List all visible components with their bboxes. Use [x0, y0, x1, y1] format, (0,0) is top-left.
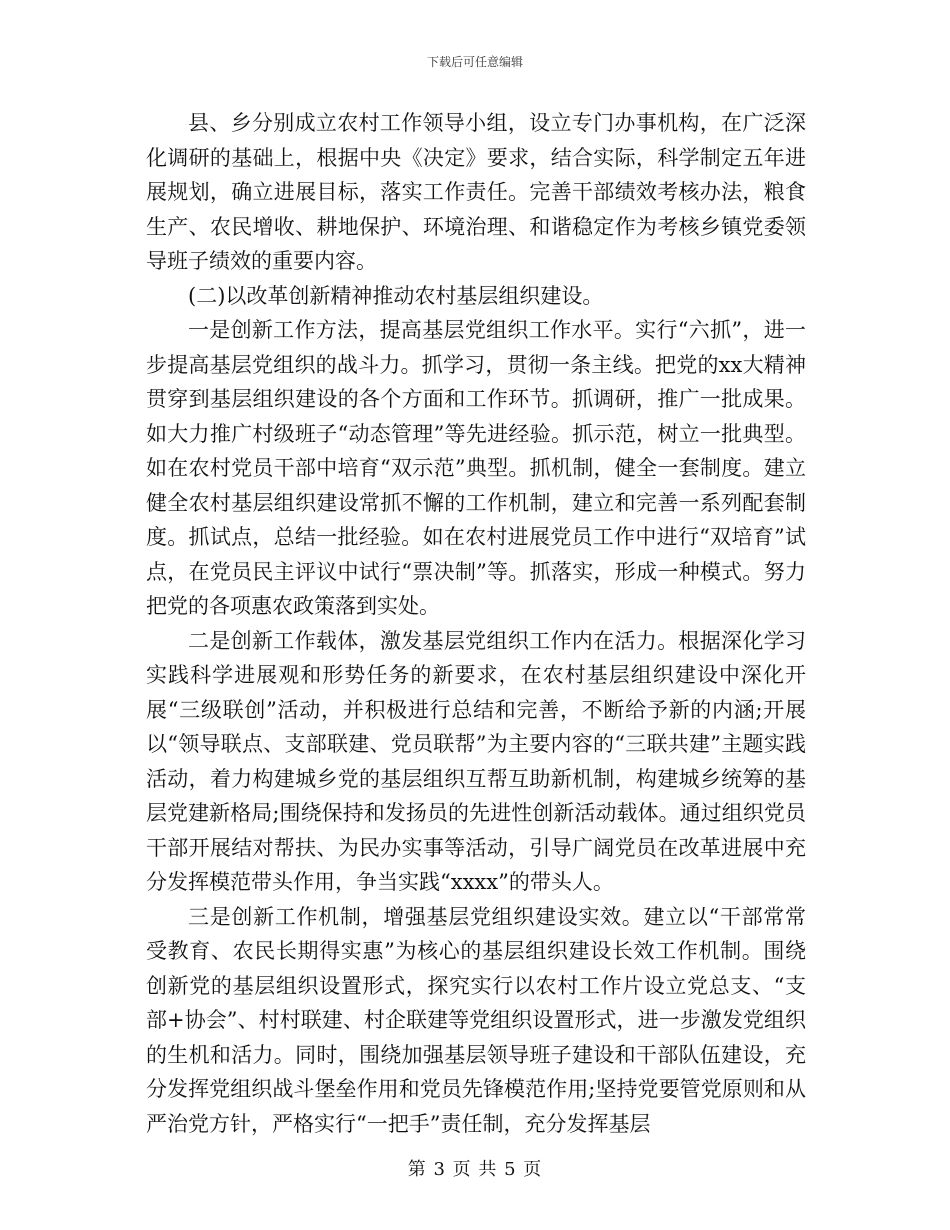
- page-header: 下载后可任意编辑: [426, 55, 523, 69]
- page-number: 第 3 页 共 5 页: [407, 1159, 543, 1180]
- paragraph-4: 三是创新工作机制，增强基层党组织建设实效。建立以“干部常常受教育、农民长期得实惠”为核心的基层组织建设长效工作机制。围绕创新党的基层组织设置形式，探究实行以农村工作片设立党总支、“支部+协会”、村村联建、村企联建等党组织设置形式，进一步激发党组织的生机和活力。同时，围绕加强基层领导班子建设和干部队伍建设，充分发挥党组织战斗堡垒作用和党员先锋模范作用;坚持党要管党原则和从严治党方针，严格实行“一把手”责任制，充分发挥基层: [146, 904, 806, 1136]
- document-body: [146, 106, 806, 1141]
- paragraph-2: 一是创新工作方法，提高基层党组织工作水平。实行“六抓”，进一步提高基层党组织的战斗力。抓学习，贯彻一条主线。把党的xx大精神贯穿到基层组织建设的各个方面和工作环节。抓调研，推广一批成果。如大力推广村级班子“动态管理”等先进经验。抓示范，树立一批典型。如在农村党员干部中培育“双示范”典型。抓机制，健全一套制度。建立健全农村基层组织建设常抓不懈的工作机制，建立和完善一系列配套制度。抓试点，总结一批经验。如在农村进展党员工作中进行“双培育”试点，在党员民主评议中试行“票决制”等。抓落实，形成一种模式。努力把党的各项惠农政策落到实处。: [146, 318, 806, 618]
- paragraph-1: 县、乡分别成立农村工作领导小组，设立专门办事机构，在广泛深化调研的基础上，根据中央《决定》要求，结合实际，科学制定五年进展规划，确立进展目标，落实工作责任。完善干部绩效考核办法，粮食生产、农民增收、耕地保护、环境治理、和谐稳定作为考核乡镇党委领导班子绩效的重要内容。: [146, 111, 806, 273]
- paragraph-3: 二是创新工作载体，激发基层党组织工作内在活力。根据深化学习实践科学进展观和形势任务的新要求，在农村基层组织建设中深化开展“三级联创”活动，并积极进行总结和完善，不断给予新的内涵;开展以“领导联点、支部联建、党员联帮”为主要内容的“三联共建”主题实践活动，着力构建城乡党的基层组织互帮互助新机制，构建城乡统筹的基层党建新格局;围绕保持和发扬员的先进性创新活动载体。通过组织党员干部开展结对帮扶、为民办实事等活动，引导广阔党员在改革进展中充分发挥模范带头作用，争当实践“xxxx”的带头人。: [146, 628, 806, 894]
- section-heading: (二)以改革创新精神推动农村基层组织建设。: [188, 283, 604, 308]
